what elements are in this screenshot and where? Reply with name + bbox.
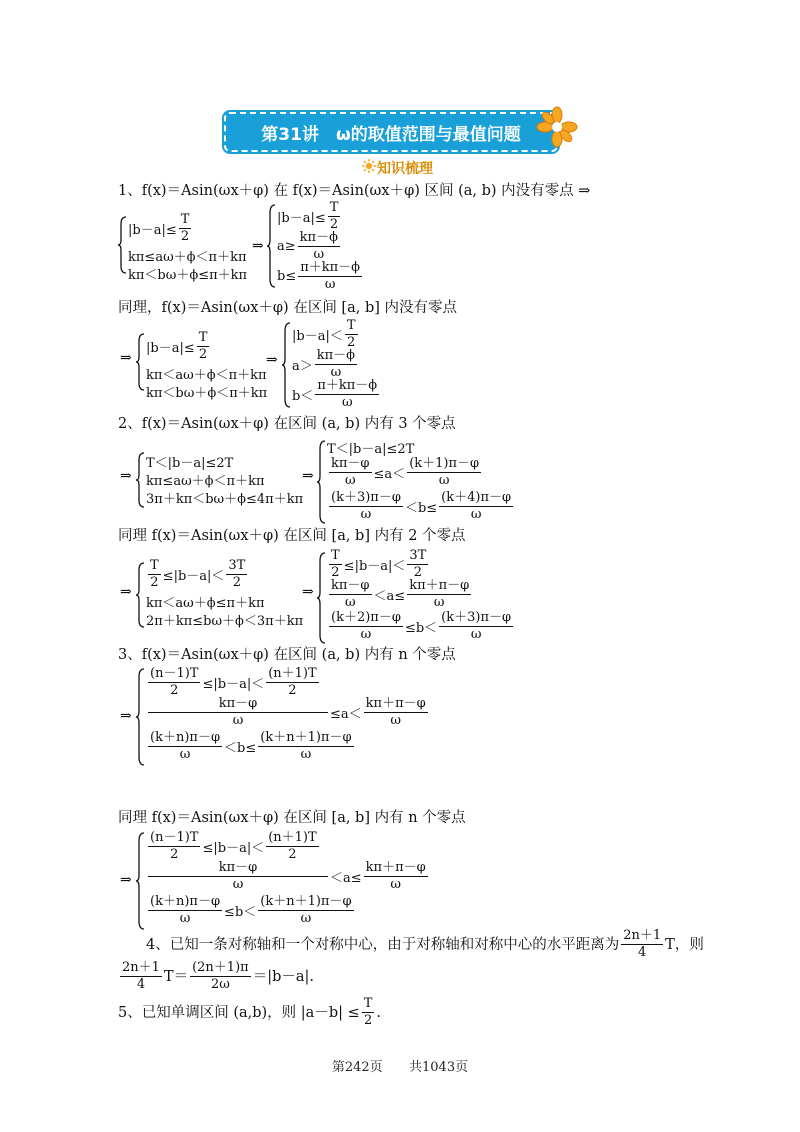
implies-arrow: ⇒ — [266, 352, 278, 368]
condition-row: kπ≤aω＋ϕ＜π＋kπ — [128, 250, 247, 265]
condition-row: kπ＜aω＋ϕ＜π＋kπ — [146, 368, 267, 383]
condition-row: $\frac{k\pi-\varphi}{\omega}$ ＜a≤ $\frac{k\pi+\pi-\varphi}{\omega}$ — [146, 860, 430, 893]
condition-row: $\frac{k\pi-\varphi}{\omega}$ ＜a≤ $\frac{k\pi+\pi-\varphi}{\omega}$ — [331, 578, 470, 610]
condition-row: T＜|b－a|≤2T — [327, 442, 415, 457]
brace — [135, 333, 145, 391]
implies-arrow: ⇒ — [120, 584, 132, 600]
block-6 — [146, 830, 446, 934]
implies-arrow: ⇒ — [120, 872, 132, 888]
item-2-same: 同理 f(x)＝Asin(ωx＋φ) 在区间 [a, b] 内有 2 个零点 — [118, 528, 466, 544]
condition-row: kπ＜aω＋ϕ≤π＋kπ — [146, 596, 265, 611]
implies-arrow: ⇒ — [302, 584, 314, 600]
brace — [316, 440, 326, 524]
condition-row: 3π＋kπ＜bω＋ϕ≤4π＋kπ — [146, 492, 304, 507]
lesson-title: 第31讲 ω的取值范围与最值问题 — [261, 125, 521, 145]
condition-row: $\frac{k\pi-\varphi}{\omega}$ ≤a＜ $\frac{k\pi+\pi-\varphi}{\omega}$ — [146, 696, 430, 729]
implies-arrow: ⇒ — [120, 708, 132, 724]
brace — [135, 832, 145, 930]
brace — [135, 562, 145, 628]
sun-icon — [362, 159, 376, 173]
block-5 — [146, 666, 446, 770]
condition-row: $\frac{(k+2)\pi-\varphi}{\omega}$ ≤b＜ $\frac{(k+3)\pi-\varphi}{\omega}$ — [331, 610, 512, 642]
condition-row: $\frac{(k+3)\pi-\varphi}{\omega}$ ＜b≤ $\frac{(k+4)\pi-\varphi}{\omega}$ — [331, 490, 512, 522]
item-3-same: 同理 f(x)＝Asin(ωx＋φ) 在区间 [a, b] 内有 n 个零点 — [118, 810, 466, 826]
implies-arrow: ⇒ — [120, 468, 132, 484]
implies-arrow: ⇒ — [302, 468, 314, 484]
condition-row: $\frac{(n-1)T}{2}$ ≤|b－a|＜ $\frac{(n+1)T}{2}$ — [150, 666, 317, 698]
lesson-banner — [224, 112, 558, 152]
condition-row: kπ＜bω＋ϕ＜π＋kπ — [146, 386, 268, 401]
item-4-text: 4、已知一条对称轴和一个对称中心，由于对称轴和对称中心的水平距离为 $\frac{2n+1}{4}$ T，则 — [146, 928, 704, 960]
condition-row: b＜ $\frac{\pi+k\pi-\phi}{\omega}$ — [292, 378, 378, 410]
item-5-text: 5、已知单调区间 (a,b)，则 |a－b| ≤ $\frac{T}{2}$ . — [118, 996, 382, 1028]
brace — [266, 204, 276, 288]
brace — [135, 452, 145, 508]
page-footer — [0, 1056, 800, 1075]
implies-arrow: ⇒ — [120, 350, 132, 366]
brace — [117, 216, 127, 274]
condition-row: T＜|b－a|≤2T — [146, 456, 234, 471]
condition-row: kπ＜bω＋ϕ≤π＋kπ — [128, 268, 248, 283]
brace — [281, 322, 291, 408]
condition-row: $\frac{k\pi-\varphi}{\omega}$ ≤a＜ $\frac{(k+1)\pi-\varphi}{\omega}$ — [331, 456, 480, 488]
condition-row: |b－a|≤ $\frac{T}{2}$ — [128, 212, 190, 244]
condition-row: b≤ $\frac{\pi+k\pi-\phi}{\omega}$ — [277, 260, 361, 292]
item-1-same: 同理，f(x)＝Asin(ωx＋φ) 在区间 [a, b] 内没有零点 — [118, 300, 458, 316]
condition-row: |b－a|≤ $\frac{T}{2}$ — [146, 330, 208, 362]
item-2-intro: 2、f(x)＝Asin(ωx＋φ) 在区间 (a, b) 内有 3 个零点 — [118, 416, 456, 432]
implies-arrow: ⇒ — [252, 238, 264, 254]
condition-row: $\frac{T}{2}$ ≤|b－a|＜ $\frac{3T}{2}$ — [150, 558, 246, 590]
flower-icon — [536, 106, 578, 148]
condition-row: a≥ $\frac{k\pi-\phi}{\omega}$ — [277, 230, 338, 262]
condition-row: $\frac{T}{2}$ ≤|b－a|＜ $\frac{3T}{2}$ — [331, 548, 427, 580]
condition-row: a＞ $\frac{k\pi-\phi}{\omega}$ — [292, 348, 356, 380]
condition-row: 2π＋kπ≤bω＋ϕ＜3π＋kπ — [146, 614, 304, 629]
condition-row: |b－a|≤ $\frac{T}{2}$ — [277, 200, 339, 232]
page-number: 第242页 — [331, 1060, 383, 1075]
condition-row: $\frac{(k+n)\pi-\varphi}{\omega}$ ＜b≤ $\frac{(k+n+1)\pi-\varphi}{\omega}$ — [150, 730, 352, 762]
section-subheading: 知识梳理 — [377, 161, 433, 177]
condition-row: $\frac{(k+n)\pi-\varphi}{\omega}$ ≤b＜ $\frac{(k+n+1)\pi-\varphi}{\omega}$ — [150, 894, 352, 926]
page-total: 共1043页 — [409, 1060, 469, 1075]
item-4-equation: $\frac{2n+1}{4}$ T＝ $\frac{(2n+1)\pi}{2\omega}$ ＝|b－a|. — [122, 960, 315, 992]
condition-row: kπ≤aω＋ϕ＜π＋kπ — [146, 474, 265, 489]
brace — [135, 668, 145, 766]
item-3-intro: 3、f(x)＝Asin(ωx＋φ) 在区间 (a, b) 内有 n 个零点 — [118, 647, 456, 663]
brace — [316, 552, 326, 644]
item-1-intro: 1、f(x)＝Asin(ωx＋φ) 在 f(x)＝Asin(ωx＋φ) 区间 (a, b) 内没有零点 ⇒ — [118, 183, 591, 199]
condition-row: |b－a|＜ $\frac{T}{2}$ — [292, 318, 356, 350]
condition-row: $\frac{(n-1)T}{2}$ ≤|b－a|＜ $\frac{(n+1)T}{2}$ — [150, 830, 317, 862]
